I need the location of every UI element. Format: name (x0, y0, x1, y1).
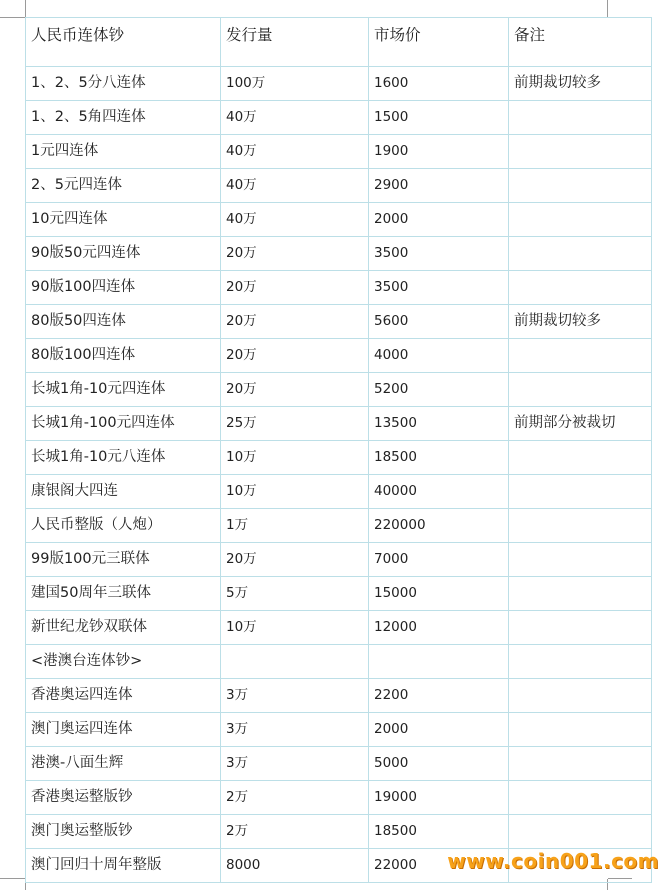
cell-name: 99版100元三联体 (26, 543, 221, 577)
cell-market-price: 1500 (369, 101, 509, 135)
cell-name: 香港奥运整版钞 (26, 781, 221, 815)
cell-name: 澳门奥运整版钞 (26, 815, 221, 849)
table-row (26, 135, 652, 169)
cell-name: 10元四连体 (26, 203, 221, 237)
cell-issue-volume: 10万 (221, 441, 369, 475)
cell-market-price: 2000 (369, 713, 509, 747)
cell-market-price: 3500 (369, 237, 509, 271)
cell-issue-volume: 3万 (221, 713, 369, 747)
cell-remarks (509, 339, 652, 373)
cell-market-price: 5000 (369, 747, 509, 781)
table-row (26, 169, 652, 203)
cell-market-price: 7000 (369, 543, 509, 577)
cell-name: 港澳-八面生辉 (26, 747, 221, 781)
cell-market-price: 4000 (369, 339, 509, 373)
banknote-price-table (25, 17, 652, 883)
cell-issue-volume: 20万 (221, 271, 369, 305)
cell-name: 90版100四连体 (26, 271, 221, 305)
cell-market-price: 3500 (369, 271, 509, 305)
table-row (26, 203, 652, 237)
cell-issue-volume: 8000 (221, 849, 369, 883)
cell-issue-volume: 10万 (221, 475, 369, 509)
cell-name: 新世纪龙钞双联体 (26, 611, 221, 645)
cell-issue-volume: 20万 (221, 305, 369, 339)
cell-market-price: 18500 (369, 441, 509, 475)
table-row (26, 679, 652, 713)
header-cell-name: 人民币连体钞 (26, 18, 221, 67)
cell-issue-volume: 20万 (221, 237, 369, 271)
cell-issue-volume: 40万 (221, 135, 369, 169)
cell-remarks (509, 237, 652, 271)
table-row (26, 271, 652, 305)
table-row (26, 645, 652, 679)
cell-remarks: 前期部分被裁切 (509, 407, 652, 441)
cell-remarks (509, 713, 652, 747)
cell-market-price: 2900 (369, 169, 509, 203)
cell-name: 澳门回归十周年整版 (26, 849, 221, 883)
cell-remarks (509, 781, 652, 815)
cell-issue-volume: 100万 (221, 67, 369, 101)
cell-market-price: 1900 (369, 135, 509, 169)
cell-remarks (509, 509, 652, 543)
table-row (26, 305, 652, 339)
cell-remarks (509, 611, 652, 645)
cell-remarks (509, 645, 652, 679)
table-header-row (26, 18, 652, 67)
cell-market-price: 15000 (369, 577, 509, 611)
cell-market-price (369, 645, 509, 679)
cell-issue-volume: 40万 (221, 101, 369, 135)
cell-name: 80版100四连体 (26, 339, 221, 373)
table-row (26, 747, 652, 781)
site-watermark: www.coin001.com (447, 849, 659, 873)
cell-remarks (509, 169, 652, 203)
table-row (26, 781, 652, 815)
cell-market-price: 18500 (369, 815, 509, 849)
cell-market-price: 22000 (369, 849, 509, 883)
header-cell-remarks: 备注 (509, 18, 652, 67)
table-row (26, 713, 652, 747)
table-row (26, 407, 652, 441)
cell-remarks (509, 679, 652, 713)
cell-name: 长城1角-10元八连体 (26, 441, 221, 475)
table-row (26, 475, 652, 509)
cell-issue-volume: 40万 (221, 203, 369, 237)
cell-market-price: 2000 (369, 203, 509, 237)
table-row (26, 611, 652, 645)
cell-market-price: 220000 (369, 509, 509, 543)
cell-remarks (509, 373, 652, 407)
cell-remarks (509, 747, 652, 781)
cell-issue-volume (221, 645, 369, 679)
cell-name: 2、5元四连体 (26, 169, 221, 203)
cell-remarks (509, 271, 652, 305)
cell-name: 香港奥运四连体 (26, 679, 221, 713)
cell-name: 长城1角-10元四连体 (26, 373, 221, 407)
cell-issue-volume: 5万 (221, 577, 369, 611)
table-row (26, 577, 652, 611)
cell-name: 80版50四连体 (26, 305, 221, 339)
cell-market-price: 40000 (369, 475, 509, 509)
cell-remarks (509, 475, 652, 509)
cell-name: 长城1角-100元四连体 (26, 407, 221, 441)
cell-remarks (509, 543, 652, 577)
cell-market-price: 12000 (369, 611, 509, 645)
crop-mark-top-left-v (25, 0, 26, 17)
table-row (26, 509, 652, 543)
cell-market-price: 19000 (369, 781, 509, 815)
header-cell-issue-volume: 发行量 (221, 18, 369, 67)
cell-market-price: 5600 (369, 305, 509, 339)
cell-remarks (509, 815, 652, 849)
cell-name: 1元四连体 (26, 135, 221, 169)
cell-issue-volume: 10万 (221, 611, 369, 645)
table-row (26, 67, 652, 101)
table-row (26, 543, 652, 577)
table-row (26, 441, 652, 475)
cell-market-price: 5200 (369, 373, 509, 407)
cell-name: 人民币整版（人炮） (26, 509, 221, 543)
crop-mark-top-right-v (607, 0, 608, 17)
table-row (26, 237, 652, 271)
cell-remarks: 前期裁切较多 (509, 67, 652, 101)
cell-name: <港澳台连体钞> (26, 645, 221, 679)
cell-issue-volume: 3万 (221, 747, 369, 781)
cell-remarks (509, 577, 652, 611)
cell-market-price: 2200 (369, 679, 509, 713)
cell-issue-volume: 2万 (221, 781, 369, 815)
cell-remarks: 前期裁切较多 (509, 305, 652, 339)
cell-market-price: 1600 (369, 67, 509, 101)
cell-issue-volume: 2万 (221, 815, 369, 849)
cell-issue-volume: 25万 (221, 407, 369, 441)
table-row (26, 101, 652, 135)
cell-remarks (509, 101, 652, 135)
crop-mark-top-left-h (0, 17, 25, 18)
cell-issue-volume: 40万 (221, 169, 369, 203)
cell-name: 澳门奥运四连体 (26, 713, 221, 747)
header-cell-market-price: 市场价 (369, 18, 509, 67)
cell-name: 建国50周年三联体 (26, 577, 221, 611)
crop-mark-bottom-left-h (0, 878, 25, 879)
table-row (26, 373, 652, 407)
cell-issue-volume: 20万 (221, 543, 369, 577)
cell-name: 1、2、5分八连体 (26, 67, 221, 101)
cell-issue-volume: 3万 (221, 679, 369, 713)
cell-name: 90版50元四连体 (26, 237, 221, 271)
cell-name: 康银阁大四连 (26, 475, 221, 509)
cell-issue-volume: 20万 (221, 339, 369, 373)
cell-name: 1、2、5角四连体 (26, 101, 221, 135)
cell-issue-volume: 1万 (221, 509, 369, 543)
cell-market-price: 13500 (369, 407, 509, 441)
cell-remarks (509, 135, 652, 169)
cell-remarks (509, 441, 652, 475)
table-row (26, 339, 652, 373)
table-row (26, 815, 652, 849)
cell-remarks (509, 203, 652, 237)
cell-issue-volume: 20万 (221, 373, 369, 407)
